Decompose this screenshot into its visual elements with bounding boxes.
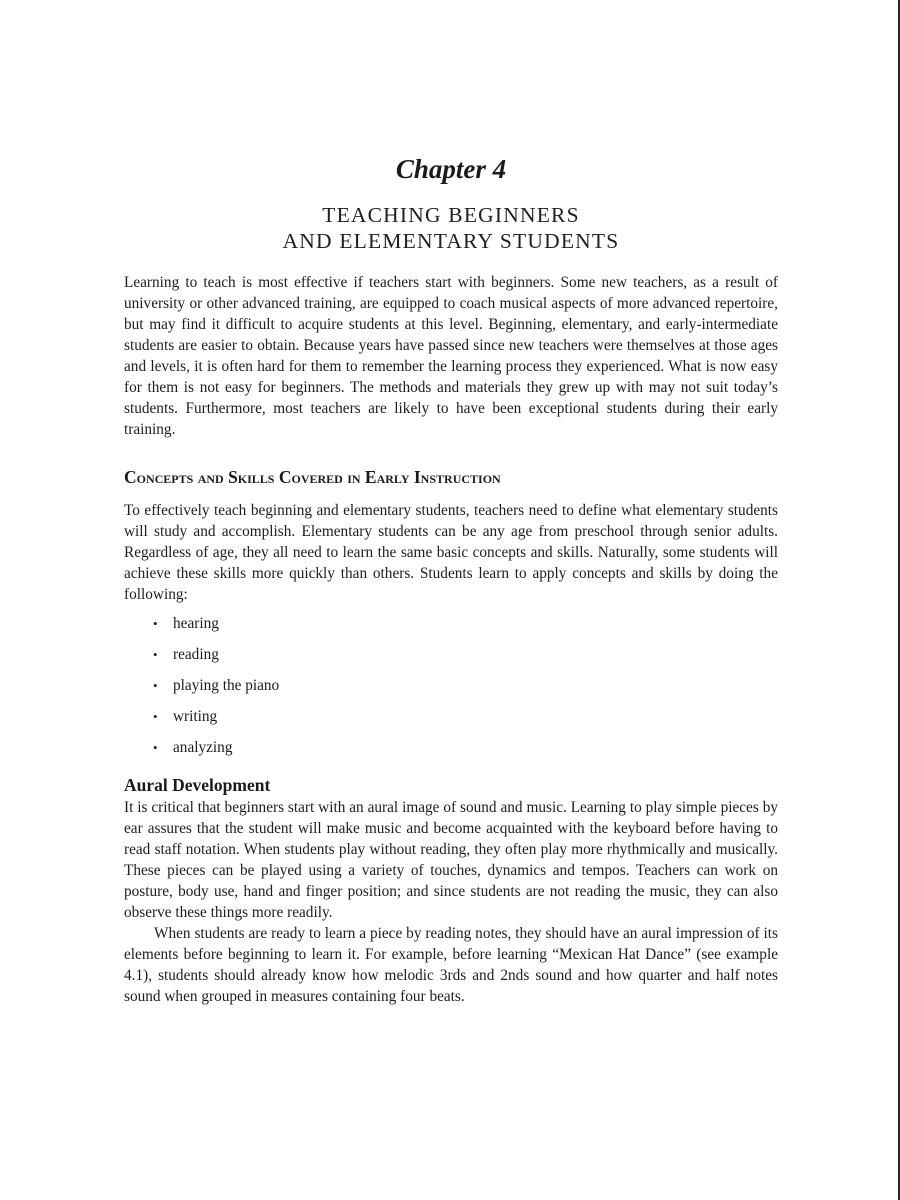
section-heading: Concepts and Skills Covered in Early Instruction: [124, 467, 501, 487]
bullet-icon: •: [153, 709, 158, 724]
list-item: [154, 706, 778, 737]
page-content: [124, 152, 778, 1007]
list-item-text: writing: [173, 708, 218, 725]
chapter-title-line-1: TEACHING BEGINNERS: [322, 203, 580, 227]
skills-list: [124, 613, 778, 768]
chapter-number: Chapter 4: [395, 154, 507, 184]
list-item-text: reading: [173, 646, 219, 663]
intro-paragraph: Learning to teach is most effective if teachers start with beginners. Some new teachers, as a result of university or other advanced training, are equipped to coach musical aspects of more advanced repertoire, but may find it difficult to acquire students at this level. Beginning, elementary, and early-intermediate students are easier to obtain. Because years have passed since new teachers were themselves at those ages and levels, it is often hard for them to remember the learning process they experienced. What is now easy for them is not easy for beginners. The methods and materials they grew up with may not suit today’s students. Furthermore, most teachers are likely to have been exceptional students during their early training.: [124, 274, 778, 438]
list-item-text: playing the piano: [173, 677, 280, 694]
list-item-text: hearing: [173, 615, 219, 632]
section-paragraph: To effectively teach beginning and elementary students, teachers need to define what elementary students will study and accomplish. Elementary students can be any age from preschool through senior adults. Regardless of age, they all need to learn the same basic concepts and skills. Naturally, some students will achieve these skills more quickly than others. Students learn to apply concepts and skills by doing the following:: [124, 502, 778, 603]
list-item: [154, 644, 778, 675]
list-item-text: analyzing: [173, 739, 233, 756]
bullet-icon: •: [153, 647, 158, 662]
subsection-heading: Aural Development: [124, 775, 271, 795]
list-item: [154, 613, 778, 644]
subsection-paragraph-2: When students are ready to learn a piece by reading notes, they should have an aural impression of its elements before beginning to learn it. For example, before learning “Mexican Hat Dance” (see example 4.1), students should already know how melodic 3rds and 2nds sound and how quarter and half notes sound when grouped in measures containing four beats.: [124, 925, 778, 1005]
list-item: [154, 675, 778, 706]
bullet-icon: •: [153, 616, 158, 631]
list-item: [154, 737, 778, 768]
chapter-title: [124, 202, 778, 254]
bullet-icon: •: [153, 678, 158, 693]
bullet-icon: •: [153, 740, 158, 755]
subsection-paragraph-1: It is critical that beginners start with an aural image of sound and music. Learning to play simple pieces by ear assures that the student will make music and become acquainted with the keyboard before having to read staff notation. When students play without reading, they often play more rhythmically and musically. These pieces can be played using a variety of touches, dynamics and tempos. Teachers can work on posture, body use, hand and finger position; and since students are not reading the music, they can also observe these things more readily.: [124, 799, 778, 921]
chapter-title-line-2: AND ELEMENTARY STUDENTS: [282, 229, 620, 253]
